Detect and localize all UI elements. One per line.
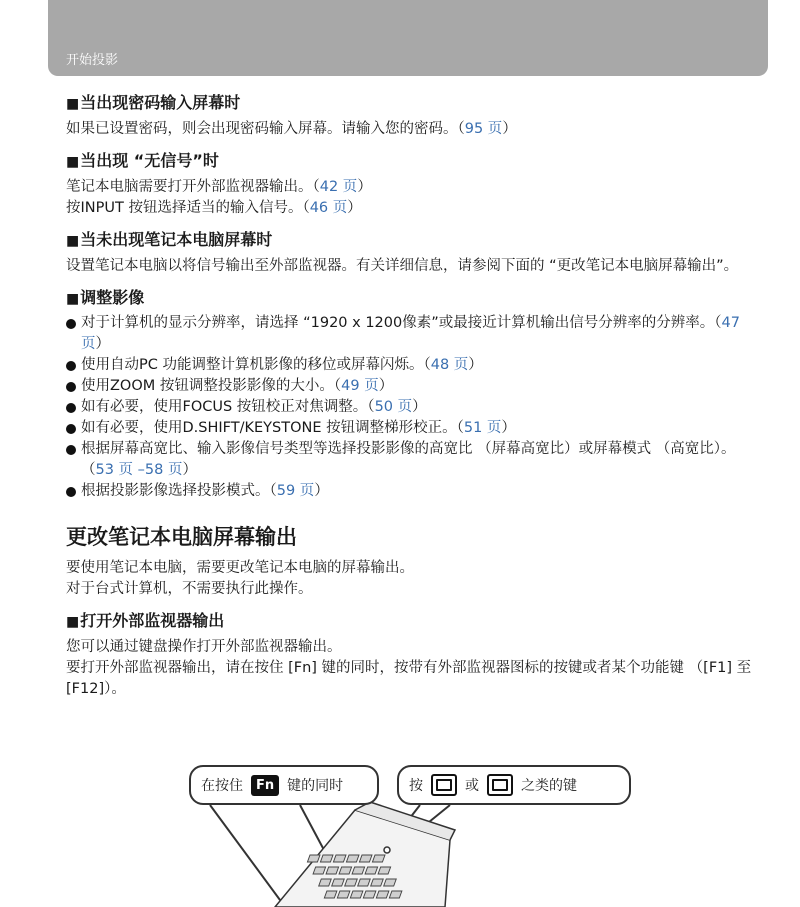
heading-adjust: ■调整影像 <box>66 288 145 307</box>
header-title: 开始投影 <box>66 53 119 68</box>
callout-right-before: 按 <box>409 778 423 794</box>
list-item: 对于计算机的显示分辨率，请选择 “1920 x 1200像素”或最接近计算机输出信号分辨率的分辨率。（47 页） <box>66 313 756 355</box>
no-signal-link-1[interactable]: 42 页 <box>319 179 358 195</box>
callout-hold-fn <box>189 765 379 805</box>
password-page-link[interactable]: 95 页 <box>464 121 503 137</box>
list-item: 根据屏幕高宽比、输入影像信号类型等选择投影影像的高宽比 （屏幕高宽比）或屏幕模式 （高宽比）。（53 页 –58 页） <box>66 439 756 481</box>
heading-no-screen: ■当未出现笔记本电脑屏幕时 <box>66 230 273 249</box>
heading-no-signal: ■当出现 “无信号”时 <box>66 151 219 170</box>
adjust-link[interactable]: 49 页 <box>341 378 379 394</box>
indicator-light <box>384 847 390 853</box>
list-item: 如有必要，使用D.SHIFT/KEYSTONE 按钮调整梯形校正。（51 页） <box>66 418 756 439</box>
external-line1: 您可以通过键盘操作打开外部监视器输出。 <box>66 639 342 655</box>
adjust-link[interactable]: 53 页 –58 页 <box>95 462 183 478</box>
list-item: 使用ZOOM 按钮调整投影影像的大小。（49 页） <box>66 376 756 397</box>
no-screen-text: 设置笔记本电脑以将信号输出至外部监视器。有关详细信息，请参阅下面的 “更改笔记本电脑屏幕输出”。 <box>66 258 739 274</box>
adjust-link[interactable]: 48 页 <box>430 357 469 373</box>
callout-right-after: 之类的键 <box>521 778 577 794</box>
password-text: 如果已设置密码，则会出现密码输入屏幕。请输入您的密码。（95 页） <box>66 121 517 137</box>
adjust-link[interactable]: 50 页 <box>374 399 413 415</box>
callout-left-pointer <box>210 805 280 900</box>
adjust-link[interactable]: 51 页 <box>463 420 502 436</box>
heading-external-monitor: ■打开外部监视器输出 <box>66 611 225 630</box>
monitor-key-icon <box>431 774 457 796</box>
no-signal-line1: 笔记本电脑需要打开外部监视器输出。（42 页） <box>66 179 372 195</box>
page-content <box>66 92 756 700</box>
no-signal-link-2[interactable]: 46 页 <box>309 200 348 216</box>
laptop-illustration <box>180 800 650 907</box>
list-item: 根据投影影像选择投影模式。（59 页） <box>66 481 756 502</box>
list-item: 使用自动PC 功能调整计算机影像的移位或屏幕闪烁。（48 页） <box>66 355 756 376</box>
no-signal-line2: 按INPUT 按钮选择适当的输入信号。（46 页） <box>66 200 362 216</box>
page-header-bar <box>48 0 768 76</box>
adjust-link[interactable]: 59 页 <box>276 483 315 499</box>
change-line1: 要使用笔记本电脑，需要更改笔记本电脑的屏幕输出。 <box>66 560 414 576</box>
callout-right-middle: 或 <box>465 778 479 794</box>
external-line2: 要打开外部监视器输出，请在按住 [Fn] 键的同时，按带有外部监视器图标的按键或者某个功能键 （[F1] 至 [F12]）。 <box>66 660 752 697</box>
adjust-link[interactable]: 47 页 <box>81 315 740 352</box>
callout-left-after: 键的同时 <box>287 778 344 794</box>
heading-password: ■当出现密码输入屏幕时 <box>66 93 241 112</box>
change-line2: 对于台式计算机，不需要执行此操作。 <box>66 581 313 597</box>
list-item: 如有必要，使用FOCUS 按钮校正对焦调整。（50 页） <box>66 397 756 418</box>
adjust-list <box>66 313 756 502</box>
monitor-key-icon-alt <box>487 774 513 796</box>
heading-change-output: 更改笔记本电脑屏幕输出 <box>66 525 297 549</box>
callout-press-key <box>397 765 631 805</box>
fn-key-icon: Fn <box>251 775 279 796</box>
callout-left-before: 在按住 <box>201 778 243 794</box>
